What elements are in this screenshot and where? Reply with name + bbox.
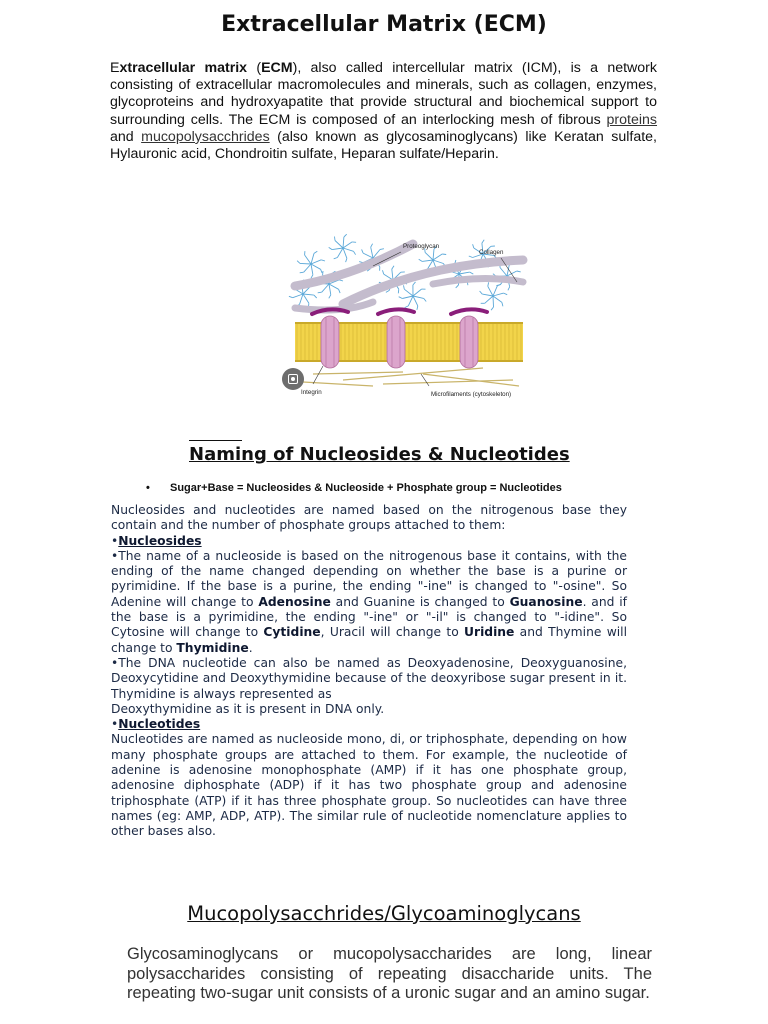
- microfilament: [343, 368, 483, 380]
- gag-branch: [371, 247, 373, 258]
- bullet-dot: •: [111, 717, 119, 732]
- gag-heading: Mucopolysacchrides/Glycoaminoglycans: [187, 902, 581, 925]
- gag-branch: [300, 263, 311, 264]
- gag-twig: [473, 244, 474, 248]
- gag-branch: [304, 264, 311, 272]
- integrin-body: [387, 316, 405, 368]
- gag-branch: [322, 284, 329, 292]
- gag-twig: [329, 247, 332, 249]
- gag-branch: [500, 268, 507, 277]
- page-title: Extracellular Matrix (ECM): [221, 12, 547, 37]
- gag-twig: [329, 295, 331, 299]
- ecm-cells: cells.: [190, 111, 224, 128]
- gag-twig: [508, 287, 510, 291]
- gag-twig: [318, 292, 322, 293]
- gag-twig: [371, 244, 373, 248]
- gag-branch: [293, 294, 303, 298]
- label-integrin: Integrin: [301, 389, 322, 396]
- gag-twig: [413, 282, 416, 285]
- gag-branch: [507, 271, 517, 276]
- gag-twig: [362, 249, 364, 253]
- ecm-initial: E: [110, 60, 120, 76]
- gag-twig: [386, 290, 389, 292]
- gag-branch: [413, 289, 422, 296]
- integrin-linker: [451, 309, 487, 314]
- gag-paragraph: Glycosaminoglycans or mucopolysaccharides are long, linear polysaccharides consisting of repeating disaccharide units. The repeating two-sugar unit consists of a uronic sugar and an amino sugar.: [127, 945, 652, 1002]
- gag-branch: [329, 284, 331, 295]
- gag-twig: [399, 297, 403, 299]
- gag-branch: [488, 286, 493, 296]
- ecm-term: xtracellular matrix: [119, 60, 248, 76]
- term-guanosine: Guanosine: [509, 594, 583, 609]
- gag-branch: [482, 294, 493, 296]
- nucleosides-heading: Naming of Nucleosides & Nucleotides: [189, 444, 570, 465]
- gag-branch: [332, 248, 343, 250]
- gag-twig: [335, 237, 336, 241]
- gag-branch: [402, 296, 413, 299]
- integrin-linker: [378, 309, 414, 314]
- sugar-base-bullet: [146, 482, 562, 494]
- microfilament: [313, 372, 403, 374]
- text-run: .: [248, 640, 253, 655]
- label-proteoglycan: Proteoglycan: [403, 243, 440, 250]
- gag-twig: [517, 271, 521, 272]
- gag-twig: [502, 302, 503, 306]
- gag-branch: [300, 294, 304, 304]
- gag-branch: [311, 264, 321, 269]
- gag-branch: [413, 296, 418, 306]
- subheading-nucleotides: Nucleotides: [118, 717, 201, 732]
- text-run: •The name of a nucleoside is based on the nitrogenous base it contains, with the ending of the name changed depending on whether the base is a purine or pyrimidine. If the base is a purine, the ending "-ine" is changed to "-osine". So Adenine will change to: [111, 548, 627, 609]
- bullet-dot: •: [146, 482, 150, 494]
- gag-twig: [321, 269, 323, 273]
- subheading-row: [111, 534, 627, 549]
- gag-branch: [311, 260, 321, 264]
- gag-branch: [485, 296, 493, 303]
- gag-twig: [339, 289, 341, 293]
- subheading-nucleosides: Nucleosides: [118, 533, 202, 548]
- gag-branch: [303, 294, 309, 303]
- gag-branch: [422, 260, 433, 261]
- bullet-text: Sugar+Base = Nucleosides & Nucleoside + Phosphate group = Nucleotides: [170, 482, 562, 494]
- gag-branch: [305, 255, 311, 264]
- gag-branch: [343, 248, 347, 258]
- gag-twig: [442, 254, 446, 255]
- gag-branch: [303, 294, 314, 295]
- text-run: and Thymine will change to: [111, 625, 628, 655]
- gag-twig: [405, 306, 409, 308]
- gag-twig: [339, 280, 343, 281]
- gag-twig: [344, 234, 347, 237]
- text-run: , Uracil will change to: [320, 625, 465, 640]
- ecm-text: and: [110, 128, 142, 145]
- gag-twig: [354, 251, 356, 254]
- gag-branch: [329, 284, 339, 289]
- label-microfilaments: Microfilaments (cytoskeleton): [431, 391, 512, 398]
- gag-branch: [433, 249, 434, 260]
- gag-twig: [300, 272, 304, 273]
- divider: [189, 440, 242, 441]
- gag-branch: [493, 296, 502, 302]
- gag-twig: [504, 293, 508, 295]
- gag-twig: [419, 259, 422, 261]
- gag-twig: [311, 275, 313, 279]
- gag-twig: [321, 260, 325, 261]
- gag-twig: [491, 307, 493, 310]
- nucleoside-paragraph: [111, 549, 627, 656]
- ecm-abbr: ECM: [261, 60, 293, 76]
- gag-twig: [488, 282, 489, 286]
- ecm-text: ), also called intercellular matrix (ICM), is a network consisting of extracellular macromolecules and minerals, such as collagen, enzymes, glycoproteins and hydroxyapatite that provide structural and biochemical support to surrounding: [110, 60, 657, 128]
- gag-twig: [334, 258, 338, 259]
- gag-branch: [404, 289, 413, 296]
- gag-twig: [383, 270, 384, 274]
- subheading-row: [111, 717, 627, 732]
- gag-branch: [311, 264, 313, 275]
- gag-branch: [413, 296, 424, 298]
- ecm-paragraph: [110, 60, 657, 163]
- gag-branch: [433, 254, 442, 260]
- deoxy-paragraph: •The DNA nucleotide can also be named as Deoxyadenosine, Deoxyguanosine, Deoxycytidine and Deoxythymidine because of the deoxyribose sugar present in it. Thymidine is always represented as: [111, 655, 627, 701]
- gag-branch: [343, 248, 354, 251]
- gag-branch: [493, 293, 504, 296]
- ecm-text: (also known as glycosaminoglycans) like Keratan sulfate, Hylauronic acid, Chondroitin sulfate, Heparan sulfate/Heparin.: [110, 128, 657, 163]
- integrin-proteins: [312, 309, 487, 368]
- deoxy-paragraph-end: Deoxythymidine as it is present in DNA only.: [111, 701, 385, 716]
- gag-branch: [337, 248, 343, 258]
- integrin-body: [321, 316, 339, 368]
- gag-twig: [424, 298, 427, 301]
- gag-twig: [469, 256, 473, 258]
- nucleosides-body: [111, 503, 627, 840]
- gag-branch: [459, 272, 470, 274]
- intro-text: Nucleosides and nucleotides are named based on the nitrogenous base they contain and the number of phosphate groups attached to them:: [111, 503, 627, 533]
- gag-twig: [289, 296, 293, 297]
- term-thymidine: Thymidine: [176, 640, 249, 655]
- gag-twig: [480, 291, 483, 294]
- mucopolysacchrides-link[interactable]: mucopolysacchrides: [141, 128, 270, 145]
- gag-twig: [482, 240, 484, 243]
- text-run: . and if the base is a pyrimidine, the ending "-ine" or "-il" is changed to "-idine". So Cytosine will change to: [111, 594, 627, 640]
- collagen-fiber: [433, 278, 523, 284]
- gag-branch: [425, 252, 433, 260]
- google-lens-icon[interactable]: [282, 368, 304, 390]
- bullet-dot: •: [111, 533, 119, 548]
- text-run: and Guanine is changed to: [330, 594, 510, 609]
- term-cytidine: Cytidine: [263, 625, 321, 640]
- gag-twig: [314, 251, 317, 253]
- gag-branch: [335, 241, 343, 249]
- gag-twig: [398, 289, 399, 293]
- gag-branch: [343, 242, 352, 248]
- gag-twig: [456, 285, 459, 288]
- gag-twig: [470, 272, 474, 274]
- gag-branch: [493, 296, 494, 307]
- gag-branch: [507, 265, 509, 276]
- gag-twig: [392, 266, 394, 269]
- nucleotide-paragraph: Nucleotides are named as nucleoside mono, di, or triphosphate, depending on how many phosphate groups are attached to them. For example, the nucleotide of adenine is adenosine monophosphate (AMP) if it has one phosphate group, adenosine diphosphate (ADP) if it has two phosphate group and adenosine triphosphate (ATP) if it has three phosphate group. So nucleotides can have three names (eg: AMP, ADP, ATP). The similar rule of nucleotide nomenclature applies to other bases also.: [111, 732, 627, 839]
- gag-branch: [408, 296, 413, 306]
- gag-branch: [311, 253, 314, 264]
- gag-branch: [493, 286, 497, 296]
- gag-twig: [417, 306, 418, 310]
- microfilaments: [303, 368, 519, 386]
- gag-twig: [314, 295, 317, 298]
- integrin-body: [460, 316, 478, 368]
- gag-branch: [363, 253, 373, 258]
- gag-branch: [392, 269, 393, 280]
- proteins-link[interactable]: proteins: [606, 111, 658, 128]
- gag-twig: [404, 285, 405, 289]
- term-adenosine: Adenosine: [258, 594, 331, 609]
- gag-twig: [380, 249, 384, 250]
- gag-twig: [297, 261, 300, 264]
- label-collagen: Collagen: [479, 249, 504, 256]
- ecm-text: The ECM is composed of an interlocking mesh of fibrous: [223, 111, 607, 128]
- ecm-text: (: [247, 60, 262, 76]
- term-uridine: Uridine: [464, 625, 515, 640]
- gag-branch: [343, 237, 344, 248]
- ecm-diagram: [283, 224, 529, 402]
- gag-twig: [346, 258, 347, 262]
